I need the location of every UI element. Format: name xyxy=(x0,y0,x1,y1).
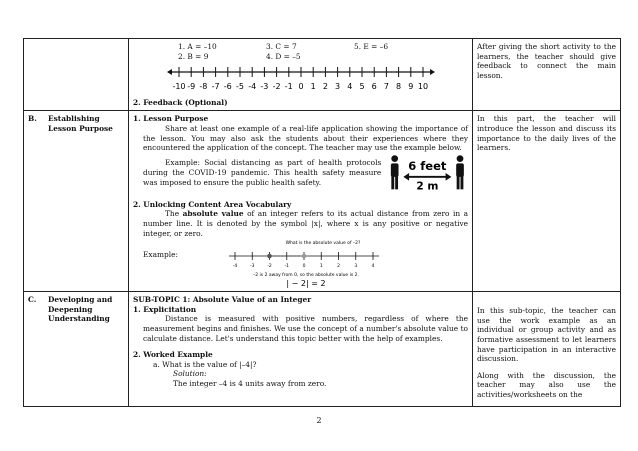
row3-content-cell xyxy=(129,292,473,407)
row2-note-cell xyxy=(473,111,621,292)
solution-text: The integer –4 is 4 units away from zero. xyxy=(173,378,327,388)
tick-label: -2 xyxy=(267,264,272,270)
explicitation-text: Distance is measured with positive numbers, regardless of where the measurement begins and finishes. We use the concept of a number's absolute value to calculate distance. Let's understand this topic better with the help of examples. xyxy=(143,314,468,343)
tick-label: 3 xyxy=(354,264,358,270)
tick-label: -1 xyxy=(284,82,293,92)
tick-label: 6 xyxy=(371,82,377,92)
social-distancing-sign xyxy=(387,153,468,193)
tick-label: -8 xyxy=(199,82,208,92)
feedback-heading: 2. Feedback (Optional) xyxy=(133,97,228,107)
tick-label: -6 xyxy=(223,82,232,92)
term-absolute-value: absolute value xyxy=(182,209,244,219)
section-label xyxy=(28,295,124,324)
teacher-note: After giving the short activity to the learners, the teacher should give feedback to connect the main lesson. xyxy=(477,42,616,80)
text-span: The xyxy=(165,209,183,219)
row2-content-cell xyxy=(129,111,473,292)
example-block xyxy=(133,153,468,193)
tick-label: 0 xyxy=(298,82,304,92)
section-title: Developing and Deepening Understanding xyxy=(48,295,113,324)
figure-question: What is the absolute value of –2? xyxy=(285,241,361,247)
solution-label: Solution: xyxy=(173,369,207,379)
list-item: 2. B = 9 xyxy=(178,51,209,61)
tick-label: 4 xyxy=(371,264,375,270)
section-label xyxy=(28,114,124,133)
tick-label: -7 xyxy=(211,82,220,92)
lesson-purpose-text: Share at least one example of a real-life application showing the importance of the lesson. You may also ask the students about their experiences where they encountered the application of the concept. The teacher may use the example below. xyxy=(143,123,468,153)
tick-label: 2 xyxy=(322,82,328,92)
tick-label: 0 xyxy=(302,264,306,270)
example-text: Example: Social distancing as part of health protocols during the COVID-19 pandemic. This health safety measure was imposed to ensure the public health safety. xyxy=(143,158,382,187)
absolute-value-figure xyxy=(223,238,413,288)
subtopic-heading: SUB-TOPIC 1: Absolute Value of an Integer xyxy=(133,295,312,305)
tick-label: 1 xyxy=(310,82,316,92)
number-line-figure xyxy=(133,61,469,93)
row1-content-cell xyxy=(129,39,473,111)
list-item: 3. C = 7 xyxy=(266,42,297,51)
tick-label: 10 xyxy=(417,82,429,92)
tick-label: -9 xyxy=(187,82,196,92)
row1-label-cell xyxy=(24,39,129,111)
section-letter: B. xyxy=(28,114,37,124)
sign-text-feet: 6 feet xyxy=(408,158,447,173)
list-item: 4. D = –5 xyxy=(266,51,301,61)
worked-example-heading: 2. Worked Example xyxy=(133,350,213,360)
zero-marker xyxy=(302,254,307,259)
arrow-right-icon xyxy=(430,69,435,75)
tick-label: 4 xyxy=(347,82,353,92)
vocabulary-text xyxy=(133,209,468,238)
table-row xyxy=(24,111,621,292)
page-number: 2 xyxy=(316,416,322,425)
table-row xyxy=(24,292,621,407)
tick-label: -4 xyxy=(232,264,238,270)
teacher-note: In this part, the teacher will introduce the lesson and discuss its importance to the daily lives of the learners. xyxy=(477,114,616,153)
teacher-note: Along with the discussion, the teacher may also use the activities/worksheets on the xyxy=(477,370,616,399)
tick-label: 1 xyxy=(319,264,323,270)
lesson-plan-table xyxy=(23,38,621,407)
tick-label: -4 xyxy=(248,82,257,92)
row3-note-cell xyxy=(473,292,621,407)
example-label: Example: xyxy=(143,250,178,260)
sign-text-meters: 2 m xyxy=(416,180,439,193)
row2-label-cell xyxy=(24,111,129,292)
tick-label: -10 xyxy=(172,82,186,92)
tick-label: -5 xyxy=(236,82,244,92)
tick-label: 5 xyxy=(359,82,365,92)
table-row xyxy=(24,39,621,111)
tick-label: 8 xyxy=(396,82,402,92)
teacher-note: In this sub-topic, the teacher can use the work example as an individual or group activity and as formative assessment to let learners have participation in an interactive discussion. xyxy=(477,306,616,364)
vocabulary-heading: 2. Unlocking Content Area Vocabulary xyxy=(133,199,292,209)
tick-label: 2 xyxy=(337,264,340,270)
tick-label: 9 xyxy=(408,82,414,92)
section-letter: C. xyxy=(28,295,37,305)
lesson-purpose-heading: 1. Lesson Purpose xyxy=(133,114,209,124)
row3-label-cell xyxy=(24,292,129,407)
figure-equation: | − 2| = 2 xyxy=(286,279,326,289)
point-marker xyxy=(267,254,272,259)
activity-items xyxy=(133,42,468,61)
tick-label: -3 xyxy=(260,82,269,92)
tick-label: -1 xyxy=(284,264,289,270)
list-item: 1. A = –10 xyxy=(178,42,217,51)
text-span: of an integer refers to its actual distance from zero in a number line. It is denoted by the symbol |x|, where x is any positive or negative integer, or zero. xyxy=(143,209,468,238)
worked-example-question: a. What is the value of |–4|? xyxy=(153,359,257,369)
tick-label: -3 xyxy=(250,264,255,270)
tick-label: 7 xyxy=(383,82,389,92)
section-title: Establishing Lesson Purpose xyxy=(48,114,113,133)
arrow-left-icon xyxy=(167,69,172,75)
tick-label: 3 xyxy=(335,82,341,92)
example-figure-row xyxy=(133,238,468,288)
figure-caption: –2 is 2 away from 0, so the absolute value is 2. xyxy=(253,273,359,279)
list-item: 5. E = –6 xyxy=(354,42,389,51)
row1-note-cell xyxy=(473,39,621,111)
tick-label: -2 xyxy=(272,82,281,92)
explicitation-heading: 1. Explicitation xyxy=(133,304,197,314)
